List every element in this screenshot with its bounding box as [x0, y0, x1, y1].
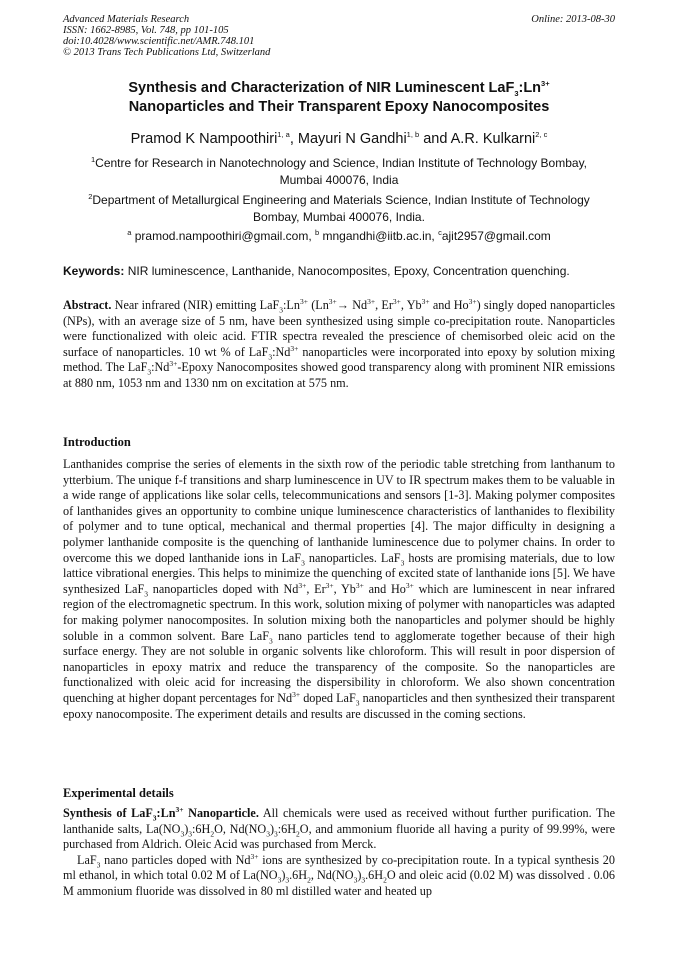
abstract-text: :Nd — [272, 344, 291, 359]
online-date: Online: 2013-08-30 — [531, 14, 615, 25]
title-text: :Ln — [518, 80, 542, 96]
exp-text: O, Nd(NO — [214, 821, 267, 836]
sup: 3+ — [468, 296, 477, 306]
title-sub: 3 — [514, 88, 519, 98]
affiliation-1 — [63, 155, 615, 189]
exp-text: .6H — [365, 868, 384, 883]
subsection-text: Synthesis of LaF — [63, 806, 153, 820]
title-text: Synthesis and Characterization of NIR Luminescent LaF — [128, 80, 515, 96]
sup: 3+ — [175, 804, 184, 814]
exp-text: nano particles doped with Nd — [100, 852, 251, 867]
affiliation-2 — [63, 192, 615, 226]
email: ajit2957@gmail.com — [441, 229, 551, 243]
keywords — [63, 264, 615, 279]
sup: 3+ — [421, 296, 430, 306]
sub: 3 — [353, 875, 358, 885]
abstract-text: :Nd — [151, 360, 170, 375]
exp-text: , Nd(NO — [310, 868, 354, 883]
abstract-text: Near infrared (NIR) emitting LaF — [111, 298, 280, 312]
abstract-text: :Ln — [283, 298, 300, 312]
sup: 3+ — [367, 296, 376, 306]
introduction-paragraph — [63, 457, 615, 722]
sub: 3 — [274, 829, 278, 839]
author-sup: 1, a — [277, 130, 290, 140]
journal-header — [63, 14, 615, 58]
exp-text: ) — [357, 868, 362, 883]
abstract-text: nanoparticles were incorporated into epoxy by solution mixing method. The LaF — [63, 344, 615, 375]
sub: 3 — [147, 367, 152, 377]
sub: 2 — [307, 875, 311, 885]
intro-text: , Er — [306, 581, 326, 596]
sub: 3 — [188, 829, 193, 839]
sub: 3 — [355, 698, 360, 708]
author-list — [63, 130, 615, 148]
abstract — [63, 298, 615, 392]
exp-text: :6H — [192, 821, 211, 836]
author: Pramod K Nampoothiri — [130, 131, 278, 147]
aff-text: Mumbai 400076, India — [279, 173, 399, 187]
sub: 3 — [269, 635, 273, 645]
doi: doi:10.4028/www.scientific.net/AMR.748.101 — [63, 36, 255, 47]
sub: 3 — [144, 589, 148, 599]
email: pramod.nampoothiri@gmail.com, — [131, 229, 315, 243]
intro-text: Lanthanides comprise the series of elements in the sixth row of the periodic table stretching from lanthanum to ytterbium. The unique f-f transitions and sharp luminescence in UV to IR spectrum makes them to be valuable in a wide range of applications like solar cells, telecommunications and sensors [1-3]. Making polymer composites of lanthanides gives an opportunity to combine unique luminescence characteristics of lanthanides to flexibility of polymer and to tune optical, mechanical and thermal properties [4]. The major difficulty in designing a polymer lanthanide composite is the quenching of lanthanide luminescence due to polymer chains. In order to overcome this we doped lanthanide ions in LaF — [63, 457, 615, 565]
intro-text: nanoparticles. LaF — [304, 550, 401, 565]
aff-text: Department of Metallurgical Engineering and Materials Science, Indian Institute of Technology — [92, 193, 590, 207]
subsection-text: :Ln — [156, 806, 176, 820]
sub: 2 — [296, 829, 300, 839]
abstract-text: -Epoxy Nanocomposites showed good transparency along with prominent NIR emissions at 880 nm, 1053 nm and 1330 nm on excitation at 575 nm. — [63, 360, 616, 390]
aff-sup: 1 — [90, 155, 96, 164]
exp-text: LaF — [77, 852, 97, 867]
intro-text: and Ho — [363, 581, 406, 596]
sub: 3 — [180, 829, 185, 839]
exp-text: ions are synthesized by co-precipitation route. In a typical synthesis 20 ml ethanol, in which total 0.02 M of La(NO — [63, 852, 615, 883]
sup: 3+ — [298, 580, 307, 590]
experimental-paragraph — [63, 806, 615, 900]
sup: 3+ — [169, 359, 178, 369]
keywords-label: Keywords: — [63, 264, 125, 278]
author-sup: 2, c — [535, 130, 548, 140]
intro-text: nano particles tend to agglomerate together because of their high surface energy. They are not soluble in organic solvents like chloroform. This will result in poor dispersion of nanoparticles in epoxy matrix and reduce the transparency of the composite. So the nanoparticles are functionalized with oleic acid for increasing the dispersibility in chloroform. We also shown concentration quenching at higher dopant percentages for Nd — [63, 628, 615, 705]
section-heading-experimental: Experimental details — [63, 786, 174, 800]
intro-text: doped LaF — [300, 690, 356, 705]
sup: 3+ — [328, 296, 337, 306]
exp-text: O, and ammonium fluoride all having a purity of 99.99%, were purchased from Aldrich. Oleic Acid was purchased from Merck. — [63, 821, 615, 852]
intro-text: nanoparticles and then synthesized their transparent epoxy nanocomposite. The experiment details and results are discussed in the coming sections. — [63, 690, 615, 721]
email: mngandhi@iitb.ac.in, — [319, 229, 439, 243]
exp-text: All chemicals were used as received without further purification. The lanthanide salts, La(NO — [63, 806, 615, 836]
abstract-text: , Er — [375, 298, 393, 312]
abstract-text: ) singly doped nanoparticles (NPs), with an average size of 5 nm, have been synthesized using simple co-precipitation route. Nanoparticles were functionalized with oleic acid. FTIR spectra revealed the prescience of chemisorbed oleic acid on the surface of nanoparticles. 10 wt % of LaF — [63, 298, 615, 359]
exp-text: ) — [269, 821, 275, 836]
sup: 3+ — [250, 851, 259, 861]
sub: 3 — [96, 860, 101, 870]
exp-paragraph-2 — [63, 853, 615, 900]
abstract-text: and Ho — [429, 298, 469, 312]
exp-text: ) — [184, 821, 189, 836]
issn: ISSN: 1662-8985, Vol. 748, pp 101-105 — [63, 25, 229, 36]
abstract-text: (Ln — [307, 298, 329, 312]
email-sup: c — [438, 228, 442, 237]
section-heading-introduction: Introduction — [63, 435, 131, 449]
intro-text: , Yb — [333, 581, 356, 596]
email-sup: b — [315, 228, 320, 237]
exp-text: O and oleic acid (0.02 M) was dissolved . 0.06 M ammonium fluoride was dissolved in 80 ml distilled water and heated up — [63, 868, 615, 898]
sub: 3 — [279, 305, 284, 315]
sub: 3 — [361, 875, 366, 885]
intro-text: nanoparticles doped with Nd — [148, 581, 299, 596]
intro-text: which are luminescent in near infrared region of the electromagnetic spectrum. In this work, solution mixing of polymer with nanoparticles was adapted for making polymer nanocomposites. In solution mixing both the nanoparticles and polymer should be highly soluble in a common solvent. Bare LaF — [63, 581, 615, 643]
sub: 3 — [268, 352, 273, 362]
subsection-text: Nanoparticle. — [183, 806, 259, 820]
email-sup: a — [127, 228, 132, 237]
sup: 3+ — [325, 580, 334, 590]
author: and A.R. Kulkarni — [419, 131, 536, 147]
sup: 3+ — [355, 580, 364, 590]
sup: 3+ — [292, 689, 301, 699]
title-sup: 3+ — [541, 79, 550, 89]
paper-title — [63, 79, 615, 117]
sub: 3 — [152, 813, 157, 823]
title-text: Nanoparticles and Their Transparent Epoxy Nanocomposites — [128, 99, 550, 115]
journal-name: Advanced Materials Research — [63, 14, 190, 25]
sub: 3 — [301, 558, 305, 567]
abstract-text: , Yb — [400, 298, 422, 312]
subsection-heading — [63, 804, 259, 823]
sup: 3+ — [290, 343, 299, 353]
exp-text: :6H — [277, 821, 297, 836]
sub: 3 — [400, 558, 405, 567]
aff-text: Bombay, Mumbai 400076, India. — [253, 210, 425, 224]
sup: 3+ — [392, 296, 401, 306]
keywords-text: NIR luminescence, Lanthanide, Nanocomposites, Epoxy, Concentration quenching. — [124, 264, 570, 278]
sub: 3 — [285, 875, 290, 885]
sup: 3+ — [299, 296, 308, 306]
aff-text: Centre for Research in Nanotechnology and Science, Indian Institute of Technology Bombay, — [95, 156, 588, 170]
aff-sup: 2 — [88, 192, 93, 201]
sub: 3 — [277, 875, 282, 885]
copyright: © 2013 Trans Tech Publications Ltd, Switzerland — [63, 47, 271, 58]
exp-text: .6H — [289, 868, 308, 883]
email-list — [63, 229, 615, 244]
sup: 3+ — [405, 580, 414, 590]
sub: 3 — [266, 829, 270, 839]
exp-text: ) — [281, 868, 286, 883]
abstract-label: Abstract. — [63, 298, 112, 312]
author: , Mayuri N Gandhi — [289, 131, 407, 147]
sub: 2 — [383, 875, 387, 885]
sub: 2 — [210, 829, 215, 839]
abstract-text: → Nd — [336, 298, 368, 312]
author-sup: 1, b — [406, 130, 420, 140]
intro-text: hosts are promising materials, due to low lattice vibrational energies. This helps to minimize the quenching of excited state of lanthanide ions [5]. We have synthesized LaF — [63, 550, 616, 596]
